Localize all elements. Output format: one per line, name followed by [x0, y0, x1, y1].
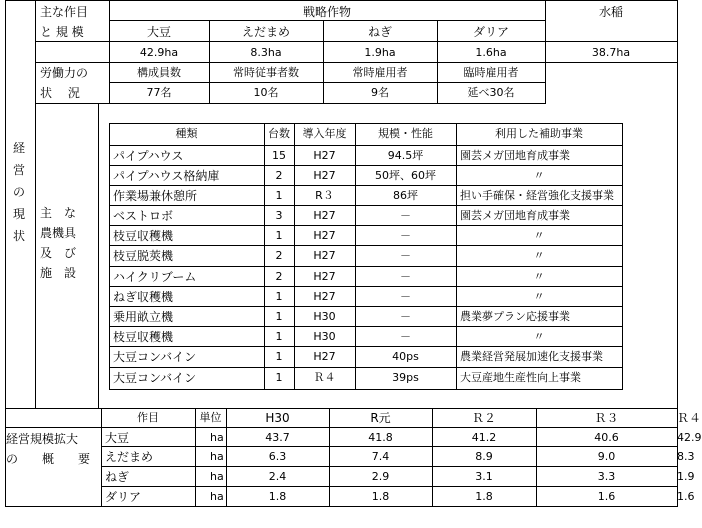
equipment-label: 主 な	[40, 206, 77, 220]
equipment-count: 1	[275, 229, 283, 242]
grid-line	[5, 427, 102, 428]
expansion-value: 42.9	[677, 431, 702, 444]
equipment-name: 枝豆収穫機	[113, 330, 174, 344]
expansion-value: 8.3	[677, 450, 695, 463]
equipment-subsidy: 園芸メガ団地育成事業	[460, 149, 570, 162]
labor-header: 常時従事者数	[233, 66, 299, 79]
expansion-header: Ｒ２	[471, 411, 496, 425]
equipment-scale: 40ps	[392, 350, 419, 363]
labor-value: 77名	[146, 86, 172, 99]
expansion-value: 43.7	[265, 431, 290, 444]
grid-line	[109, 286, 623, 287]
suito-area: 38.7ha	[591, 46, 631, 59]
equipment-subsidy: 農業夢プラン応援事業	[460, 310, 570, 323]
grid-line	[109, 225, 623, 226]
equipment-subsidy: 〃	[533, 330, 545, 343]
grid-line	[109, 165, 623, 166]
equipment-subsidy: 担い手確保・経営強化支援事業	[460, 189, 614, 202]
equipment-count: 2	[275, 249, 283, 262]
equipment-year: H27	[313, 290, 336, 303]
equipment-scale: －	[400, 229, 411, 242]
grid-line	[35, 41, 678, 42]
grid-line	[109, 185, 623, 186]
expansion-header: H30	[265, 411, 290, 425]
grid-line	[35, 103, 546, 104]
grid-line	[109, 20, 546, 21]
equipment-year: H27	[313, 270, 336, 283]
equipment-name: ねぎ収穫機	[113, 290, 174, 304]
equipment-count: 1	[275, 290, 283, 303]
expansion-value: 2.9	[371, 470, 390, 483]
equipment-count: 1	[275, 350, 283, 363]
equipment-name: 大豆コンバイン	[113, 371, 197, 385]
grid-line	[109, 326, 623, 327]
labor-header: 構成員数	[137, 66, 181, 79]
crop-area: 42.9ha	[139, 46, 179, 59]
equipment-year: H27	[313, 149, 336, 162]
equipment-year: H27	[313, 169, 336, 182]
expansion-header: 単位	[199, 411, 222, 424]
equipment-scale: －	[400, 330, 411, 343]
equipment-subsidy: 〃	[533, 270, 545, 283]
expansion-value: 3.1	[475, 470, 493, 483]
expansion-value: 1.6	[597, 490, 616, 503]
expansion-header: Ｒ３	[594, 411, 619, 425]
equipment-scale: 86坪	[393, 189, 418, 202]
equipment-name: 枝豆収穫機	[113, 229, 174, 243]
equipment-header: 導入年度	[302, 127, 347, 140]
equipment-header: 種類	[175, 127, 198, 140]
expansion-value: 41.2	[471, 431, 497, 444]
keiei-side-label: 経 営 の 現 状	[12, 141, 25, 243]
expansion-value: 1.8	[371, 490, 390, 503]
equipment-scale: －	[400, 249, 411, 262]
equipment-year: H27	[313, 350, 336, 363]
equipment-name: 枝豆脱莢機	[113, 249, 174, 263]
grid-line	[109, 306, 623, 307]
equipment-header: 利用した補助事業	[495, 127, 583, 140]
grid-line	[109, 346, 623, 347]
equipment-scale: －	[400, 209, 411, 222]
labor-label-1: 労働力の	[40, 66, 89, 80]
labor-value: 9名	[371, 86, 389, 99]
expansion-crop: ダリア	[105, 490, 142, 504]
grid-line	[101, 506, 678, 507]
labor-header: 臨時雇用者	[463, 66, 519, 79]
equipment-subsidy: 大豆産地生産性向上事業	[460, 371, 581, 384]
equipment-subsidy: 〃	[533, 229, 545, 242]
suito-header: 水稲	[598, 5, 623, 19]
labor-value: 10名	[253, 86, 279, 99]
equipment-header: 規模・性能	[378, 127, 433, 140]
expansion-value: 1.8	[268, 490, 287, 503]
equipment-name: ハイクリブーム	[113, 270, 197, 284]
equipment-count: 1	[275, 189, 283, 202]
expansion-unit: ha	[210, 490, 224, 503]
labor-label-2: 状 況	[40, 86, 80, 100]
equipment-scale: －	[400, 270, 411, 283]
expansion-value: 3.3	[597, 470, 616, 483]
equipment-name: ベストロボ	[113, 209, 174, 223]
expansion-crop: ねぎ	[105, 470, 130, 484]
equipment-year: H27	[313, 229, 336, 242]
crop-area: 1.6ha	[475, 46, 507, 59]
grid-line	[109, 82, 546, 83]
expansion-value: 1.9	[677, 470, 695, 483]
equipment-subsidy: 〃	[533, 290, 545, 303]
equipment-scale: －	[400, 310, 411, 323]
expansion-unit: ha	[210, 450, 224, 463]
equipment-year: R３	[315, 189, 334, 202]
grid-line	[109, 245, 623, 246]
equipment-subsidy: 〃	[533, 169, 545, 182]
grid-line	[5, 0, 6, 507]
equipment-count: 3	[275, 209, 283, 222]
grid-line	[101, 446, 678, 447]
expansion-header: Ｒ４	[677, 411, 702, 425]
grid-line	[101, 486, 678, 487]
labor-value: 延べ30名	[467, 86, 515, 99]
expansion-header: R元	[370, 411, 391, 425]
expansion-header: 作目	[137, 411, 159, 424]
equipment-name: パイプハウス格納庫	[113, 169, 220, 183]
grid-line	[101, 408, 678, 409]
expansion-value: 7.4	[371, 450, 390, 463]
crop-name: 大豆	[146, 25, 171, 39]
grid-line	[101, 466, 678, 467]
expansion-crop: 大豆	[105, 431, 130, 445]
grid-line	[35, 62, 678, 63]
equipment-label: 施 設	[40, 266, 77, 280]
equipment-year: H27	[313, 249, 336, 262]
equipment-year: H30	[313, 310, 336, 323]
grid-line	[109, 205, 623, 206]
crop-name: ダリア	[472, 25, 509, 39]
equipment-subsidy: 〃	[533, 249, 545, 262]
grid-line	[109, 389, 623, 390]
equipment-count: 1	[275, 330, 283, 343]
expansion-value: 1.8	[475, 490, 493, 503]
grid-line	[109, 266, 623, 267]
equipment-header: 台数	[268, 127, 290, 140]
equipment-name: 大豆コンバイン	[113, 350, 197, 364]
expansion-value: 41.8	[368, 431, 393, 444]
equipment-count: 1	[275, 371, 283, 384]
equipment-label: 及 び	[40, 246, 77, 260]
equipment-count: 2	[275, 169, 283, 182]
equipment-label: 農機具	[40, 226, 77, 240]
equipment-scale: 94.5坪	[387, 149, 424, 162]
expansion-value: 40.6	[594, 431, 619, 444]
equipment-scale: 39ps	[392, 371, 419, 384]
grid-line	[5, 0, 678, 1]
expansion-value: 9.0	[597, 450, 616, 463]
grid-line	[109, 123, 110, 390]
grid-line	[109, 145, 623, 146]
equipment-count: 1	[275, 310, 283, 323]
equipment-subsidy: 農業経営発展加速化支援事業	[460, 350, 603, 363]
crop-name: ねぎ	[367, 25, 392, 39]
grid-line	[109, 123, 623, 124]
expansion-value: 6.3	[268, 450, 287, 463]
equipment-year: H30	[313, 330, 336, 343]
expansion-label-2: の 概 要	[6, 452, 91, 466]
equipment-scale: －	[400, 290, 411, 303]
equipment-name: 乗用畝立機	[113, 310, 174, 324]
crops-label-1: 主な作目	[40, 5, 89, 19]
crop-name: えだまめ	[241, 25, 290, 39]
expansion-crop: えだまめ	[105, 450, 154, 464]
grid-line	[109, 367, 623, 368]
crops-label-2: と 規 模	[40, 25, 84, 39]
labor-header: 常時雇用者	[352, 66, 408, 79]
equipment-subsidy: 園芸メガ団地育成事業	[460, 209, 570, 222]
crop-area: 8.3ha	[250, 46, 282, 59]
expansion-value: 2.4	[268, 470, 287, 483]
grid-line	[545, 62, 546, 104]
equipment-scale: 50坪、60坪	[375, 169, 436, 182]
grid-line	[101, 427, 678, 428]
grid-line	[98, 103, 99, 409]
senryaku-header: 戦略作物	[302, 5, 351, 19]
equipment-count: 15	[272, 149, 286, 162]
crop-area: 1.9ha	[364, 46, 396, 59]
expansion-label-1: 経営規模拡大	[6, 432, 79, 446]
equipment-count: 2	[275, 270, 283, 283]
equipment-name: パイプハウス	[113, 149, 184, 163]
equipment-name: 作業場兼休憩所	[113, 189, 198, 203]
expansion-unit: ha	[210, 470, 224, 483]
equipment-year: H27	[313, 209, 336, 222]
expansion-unit: ha	[210, 431, 224, 444]
grid-line	[622, 123, 623, 390]
expansion-value: 1.6	[677, 490, 695, 503]
equipment-year: Ｒ４	[313, 371, 336, 384]
expansion-value: 8.9	[475, 450, 493, 463]
